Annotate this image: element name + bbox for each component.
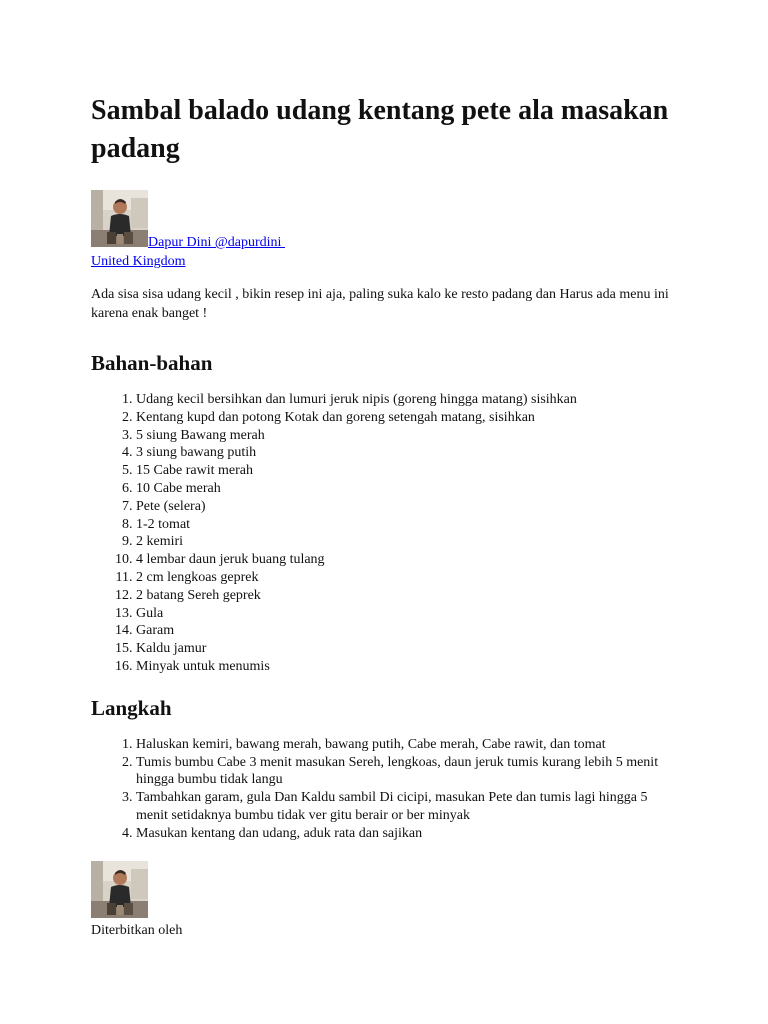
ingredient-item: 11. 2 cm lengkoas geprek xyxy=(136,569,691,587)
ingredient-item: 2. Kentang kupd dan potong Kotak dan goreng setengah matang, sisihkan xyxy=(136,409,691,427)
steps-list xyxy=(91,736,681,843)
recipe-title: Sambal balado udang kentang pete ala masakan padang xyxy=(91,95,669,164)
published-by-label: Diterbitkan oleh xyxy=(91,922,183,938)
ingredient-item: 15. Kaldu jamur xyxy=(136,640,691,658)
recipe-description: Ada sisa sisa udang kecil , bikin resep ini aja, paling suka kalo ke resto padang dan Harus ada menu ini karena enak banget ! xyxy=(91,287,669,321)
ingredient-item: 7. Pete (selera) xyxy=(136,498,691,516)
ingredients-heading: Bahan-bahan xyxy=(91,351,213,375)
ingredient-item: 3. 5 siung Bawang merah xyxy=(136,427,691,445)
ingredient-item: 12. 2 batang Sereh geprek xyxy=(136,587,691,605)
step-item: 3. Tambahkan garam, gula Dan Kaldu sambil Di cicipi, masukan Pete dan tumis lagi hingga 5 menit setidaknya bumbu tidak ver gitu berair or ber minyak xyxy=(136,789,681,825)
publisher-photo-icon xyxy=(91,861,148,918)
ingredient-item: 9. 2 kemiri xyxy=(136,533,691,551)
author-name-link[interactable]: Dapur Dini @dapurdini xyxy=(148,235,285,250)
ingredient-item: 1. Udang kecil bersihkan dan lumuri jeruk nipis (goreng hingga matang) sisihkan xyxy=(136,391,691,409)
ingredient-item: 5. 15 Cabe rawit merah xyxy=(136,462,691,480)
ingredient-item: 14. Garam xyxy=(136,622,691,640)
author-avatar[interactable] xyxy=(91,190,148,247)
ingredient-item: 8. 1-2 tomat xyxy=(136,516,691,534)
step-item: 4. Masukan kentang dan udang, aduk rata dan sajikan xyxy=(136,825,681,843)
step-item: 1. Haluskan kemiri, bawang merah, bawang putih, Cabe merah, Cabe rawit, dan tomat xyxy=(136,736,681,754)
author-photo-icon xyxy=(91,190,148,247)
recipe-page xyxy=(91,92,691,940)
publisher-avatar[interactable] xyxy=(91,861,148,918)
ingredient-item: 13. Gula xyxy=(136,605,691,623)
author-location-link[interactable]: United Kingdom xyxy=(91,254,186,269)
ingredient-item: 4. 3 siung bawang putih xyxy=(136,444,691,462)
ingredient-item: 10. 4 lembar daun jeruk buang tulang xyxy=(136,551,691,569)
ingredient-item: 16. Minyak untuk menumis xyxy=(136,658,691,676)
step-item: 2. Tumis bumbu Cabe 3 menit masukan Sereh, lengkoas, daun jeruk tumis kurang lebih 5 menit hingga bumbu tidak langu xyxy=(136,754,681,790)
ingredient-item: 6. 10 Cabe merah xyxy=(136,480,691,498)
author-block xyxy=(91,190,691,270)
ingredients-list xyxy=(91,391,691,676)
steps-heading: Langkah xyxy=(91,695,172,720)
